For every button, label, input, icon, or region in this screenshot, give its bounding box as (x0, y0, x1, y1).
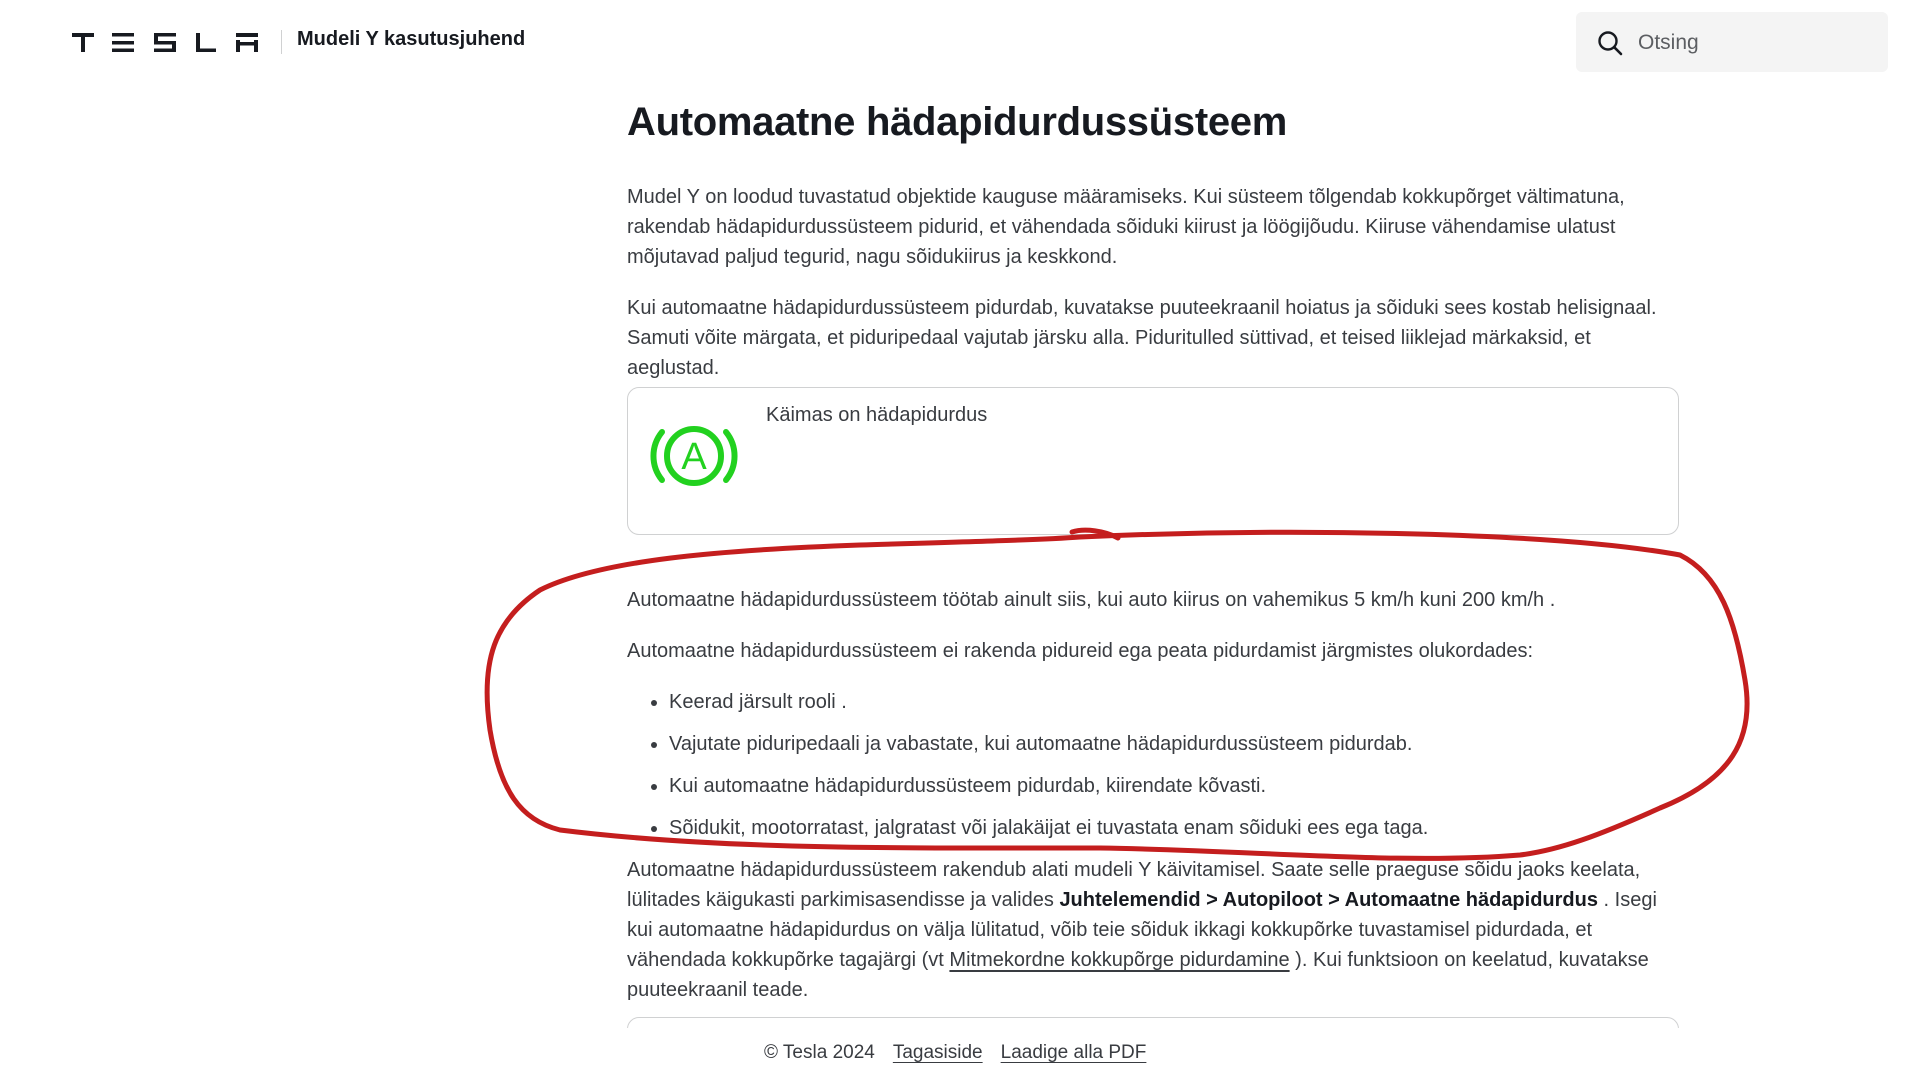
auto-brake-icon-letter: A (681, 436, 707, 478)
indicator-note (627, 387, 1679, 535)
auto-brake-icon (644, 416, 744, 496)
page-title: Automaatne hädapidurdussüsteem (627, 100, 1288, 144)
article (627, 96, 1679, 1079)
paragraph-exceptions-intro: Automaatne hädapidurdussüsteem ei rakenda pidureid ega peata pidurdamist järgmistes olukordades: (627, 640, 1534, 662)
list-item: • Kui automaatne hädapidurdussüsteem pidurdab, kiirendate kõvasti. (669, 771, 1679, 801)
paragraph-intro: Mudel Y on loodud tuvastatud objektide kauguse määramiseks. Kui süsteem tõlgendab kokkupõrget vältimatuna, rakendab hädapidurdussüsteem pidurid, et vähendada sõiduki kiirust ja löögijõudu. Kiiruse vähendamise ulatust mõjutavad paljud tegurid, nagu sõidukiirus ja keskkond. (627, 186, 1625, 268)
header (0, 0, 1920, 84)
copyright: © Tesla 2024 (764, 1042, 875, 1063)
manual-title[interactable]: Mudeli Y kasutusjuhend (297, 28, 526, 50)
feedback-link[interactable]: Tagasiside (892, 1042, 983, 1063)
paragraph-speed-range: Automaatne hädapidurdussüsteem töötab ainult siis, kui auto kiirus on vahemikus 5 km/h kuni 200 km/h . (627, 589, 1556, 611)
list-item: • Keerad järsult rooli . (669, 687, 1679, 717)
tesla-logo[interactable] (72, 30, 258, 54)
exceptions-list (627, 687, 1679, 843)
paragraph-disable-info (627, 855, 1679, 1005)
search-icon[interactable] (1596, 29, 1624, 57)
multi-collision-braking-link[interactable]: Mitmekordne kokkupõrge pidurdamine (949, 949, 1290, 971)
note-text: Käimas on hädapidurdus (766, 404, 988, 426)
menu-path: Juhtelemendid > Autopiloot > Automaatne hädapidurdus (1059, 889, 1598, 911)
download-pdf-link[interactable]: Laadige alla PDF (1000, 1042, 1147, 1063)
paragraph-braking-alert: Kui automaatne hädapidurdussüsteem pidurdab, kuvatakse puuteekraanil hoiatus ja sõiduki sees kostab helisignaal. Samuti võite märgata, et piduripedaal vajutab järsku alla. Piduritulled süttivad, et teised liiklejad märkaksid, et aeglustad. (627, 297, 1657, 379)
search-box[interactable] (1576, 12, 1888, 72)
list-item: • Vajutate piduripedaali ja vabastate, kui automaatne hädapidurdussüsteem pidurdab. (669, 729, 1679, 759)
header-divider (281, 30, 282, 54)
search-input[interactable] (1636, 26, 1870, 60)
footer (0, 1028, 1920, 1080)
paragraph-text: Automaatne hädapidurdussüsteem rakendub alati mudeli Y käivitamisel. Saate selle praeguse sõidu jaoks keelata, lülitades käigukasti parkimisasendisse ja valides (627, 859, 1641, 911)
paragraph-text: ). Kui funktsioon on keelatud, kuvatakse puuteekraanil teade. (627, 949, 1649, 1001)
list-item: • Sõidukit, mootorratast, jalgratast või jalakäijat ei tuvastata enam sõiduki ees ega taga. (669, 813, 1679, 843)
paragraph-text: . Isegi kui automaatne hädapidurdus on välja lülitatud, võib teie sõiduk ikkagi kokkupõrke tuvastamisel pidurdada, et vähendada kokkupõrke tagajärgi (vt (627, 889, 1657, 971)
